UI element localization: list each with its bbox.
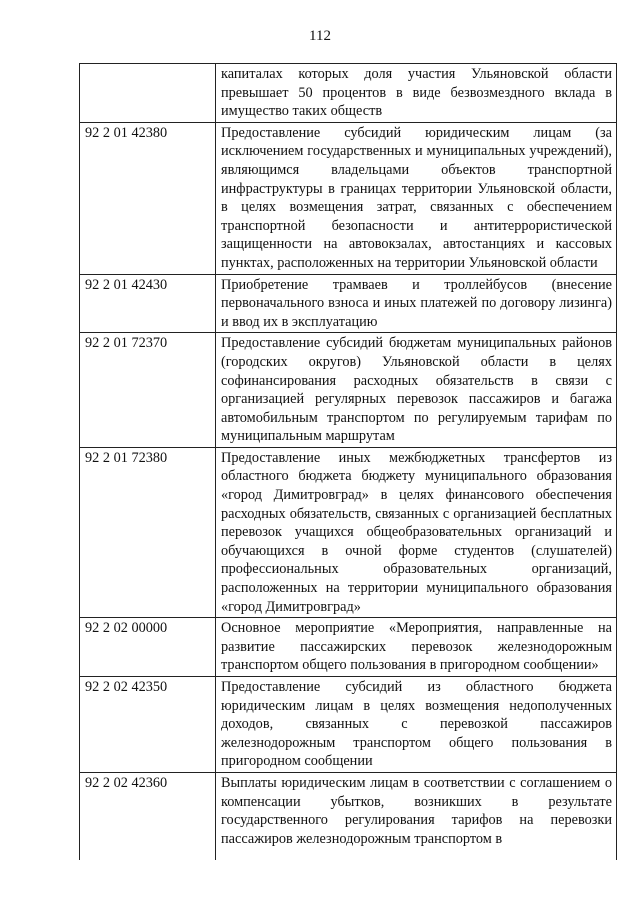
description-cell: Предоставление субсидий бюджетам муниципальных районов (городских округов) Ульяновской области в целях софинансирования расходных обязательств в связи с организацией регулярных перевозок пассажиров и багажа автомобильным транспортом по регулируемым тарифам по муниципальным маршрутам — [216, 333, 617, 448]
table-row — [80, 772, 617, 860]
description-cell: Предоставление субсидий юридическим лицам (за исключением государственных и муниципальных учреждений), являющимся владельцами объектов транспортной инфраструктуры в границах территории Ульяновской области, в целях возмещения затрат, связанных с обеспечением транспортной безопасности и антитеррористической защищенности на автовокзалах, автостанциях и кассовых пунктах, расположенных на территории Ульяновской области — [216, 122, 617, 274]
code-cell: 92 2 02 42350 — [80, 677, 216, 773]
description-cell: Предоставление иных межбюджетных трансфертов из областного бюджета бюджету муниципального образования «город Димитровград» в целях финансового обеспечения расходных обязательств, связанных с организацией бесплатных перевозок учащихся общеобразовательных организаций и обучающихся в очной форме студентов (слушателей) профессиональных образовательных организаций, расположенных на территории муниципального образования «город Димитровград» — [216, 447, 617, 617]
code-cell: 92 2 02 00000 — [80, 618, 216, 677]
budget-classification-table — [79, 63, 617, 860]
code-cell: 92 2 01 72370 — [80, 333, 216, 448]
table-row — [80, 64, 617, 123]
table-row — [80, 333, 617, 448]
table-row — [80, 122, 617, 274]
table-row — [80, 677, 617, 773]
description-cell: Предоставление субсидий из областного бюджета юридическим лицам в целях возмещения недополученных доходов, связанных с перевозкой пассажиров железнодорожным транспортом общего пользования в пригородном сообщении — [216, 677, 617, 773]
page-number: 112 — [309, 28, 331, 44]
code-cell: 92 2 02 42360 — [80, 772, 216, 860]
table-row — [80, 618, 617, 677]
table-row — [80, 274, 617, 333]
table-row — [80, 447, 617, 617]
code-cell: 92 2 01 72380 — [80, 447, 216, 617]
description-cell: капиталах которых доля участия Ульяновской области превышает 50 процентов в виде безвозмездного вклада в имущество таких обществ — [216, 64, 617, 123]
code-cell — [80, 64, 216, 123]
description-cell: Выплаты юридическим лицам в соответствии с соглашением о компенсации убытков, возникших в результате государственного регулирования тарифов на перевозки пассажиров железнодорожным транспортом в — [216, 772, 617, 860]
code-cell: 92 2 01 42430 — [80, 274, 216, 333]
description-cell: Основное мероприятие «Мероприятия, направленные на развитие пассажирских перевозок железнодорожным транспортом общего пользования в пригородном сообщении» — [216, 618, 617, 677]
description-cell: Приобретение трамваев и троллейбусов (внесение первоначального взноса и иных платежей по договору лизинга) и ввод их в эксплуатацию — [216, 274, 617, 333]
code-cell: 92 2 01 42380 — [80, 122, 216, 274]
